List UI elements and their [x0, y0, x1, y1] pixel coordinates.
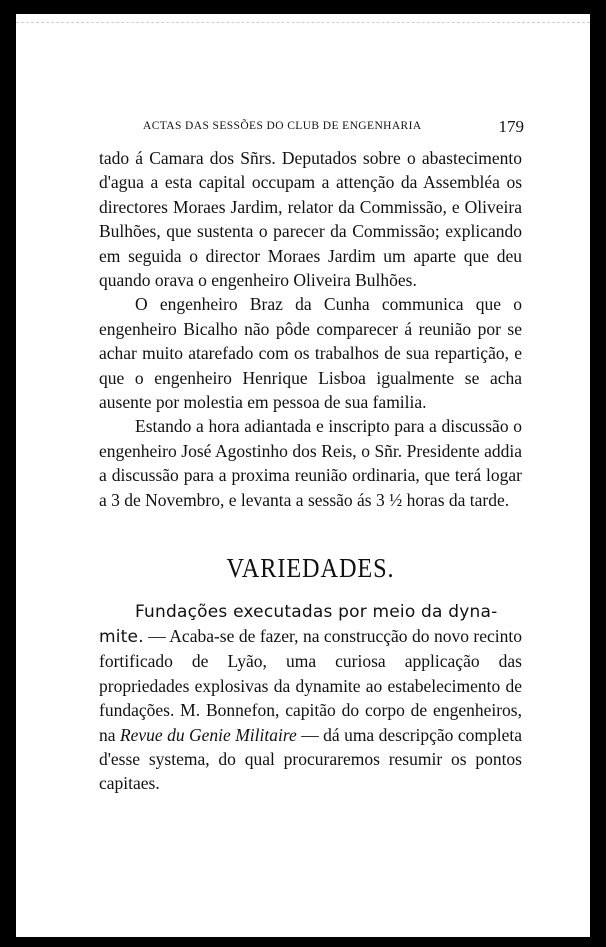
- paragraph-braz-da-cunha: O engenheiro Braz da Cunha communica que o engenheiro Bicalho não pôde comparecer á reunião por se achar muito atarefado com os trabalhos de sua repartição, e que o engenheiro Henrique Lisboa igualmente se acha ausente por molestia em pessoa de sua familia.: [99, 294, 522, 413]
- paragraph-continuation: tado á Camara dos Sñrs. Deputados sobre o abastecimento d'agua a esta capital occupam a attenção da Assembléa os directores Moraes Jardim, relator da Commissão, e Oliveira Bulhões, que sustenta o parecer da Commissão; explicando em seguida o director Moraes Jardim um aparte que deu quando orava o engenheiro Oliveira Bulhões.: [99, 148, 522, 291]
- journal-title: Revue du Genie Militaire: [119, 724, 297, 745]
- book-page: [16, 14, 590, 937]
- page-header: [16, 117, 590, 140]
- page-number: 179: [498, 117, 524, 136]
- article-lead: [99, 599, 522, 796]
- running-head: ACTAS DAS SESSÕES DO CLUB DE ENGENHARIA: [143, 120, 422, 132]
- top-scan-line: [16, 22, 590, 23]
- paragraph-closing: Estando a hora adiantada e inscripto para a discussão o engenheiro José Agostinho dos Reis, o Sñr. Presidente addia a discussão para a proxima reunião ordinaria, que terá logar a 3 de Novembro, e levanta a sessão ás 3 ½ horas da tarde.: [99, 416, 522, 510]
- page-body: [99, 146, 522, 796]
- article-body-start: — Acaba-se de fazer, na construcção do novo recinto fortificado de Lyão, uma curiosa applicação das propriedades explosivas da dynamite ao estabelecimento de fundações. M. Bonnefon, capitão do corpo de engenheiros, na: [99, 625, 522, 745]
- article-headline-line1: Fundações executadas por meio da dyna-: [135, 601, 498, 622]
- article-body-end: — dá uma descripção completa d'esse systema, do qual procuraremos resumir os pontos capitaes.: [99, 724, 522, 794]
- section-title: VARIEDADES.: [226, 553, 395, 584]
- article-headline-line2: mite.: [99, 626, 144, 647]
